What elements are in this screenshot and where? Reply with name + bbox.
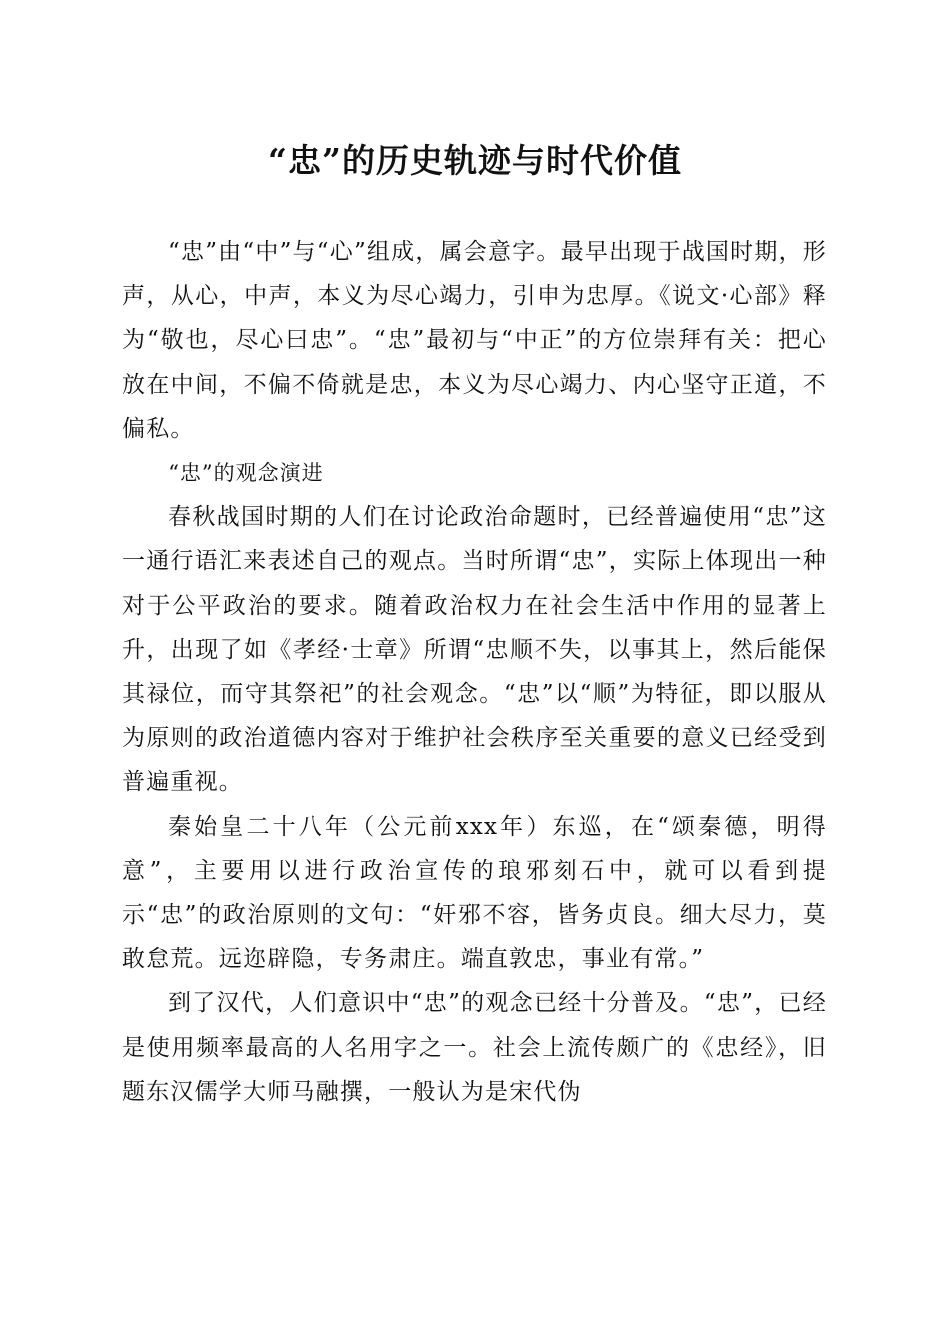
paragraph-intro: “忠”由“中”与“心”组成，属会意字。最早出现于战国时期，形声，从心，中声，本义为尽心竭力，引申为忠厚。《说文·心部》释为“敬也，尽心曰忠”。“忠”最初与“中正”的方位崇拜有关：把心放在中间，不偏不倚就是忠，本义为尽心竭力、内心坚守正道，不偏私。 <box>122 239 827 442</box>
paragraph-han: 到了汉代，人们意识中“忠”的观念已经十分普及。“忠”，已经是使用频率最高的人名用字之一。社会上流传颇广的《忠经》，旧题东汉儒学大师马融撰，一般认为是宋代伪 <box>122 990 827 1105</box>
paragraph-qin: 秦始皇二十八年（公元前xxx年）东巡，在“颂秦德，明得意”，主要用以进行政治宣传的琅邪刻石中，就可以看到提示“忠”的政治原则的文句：“奸邪不容，皆务贞良。细大尽力，莫敢怠荒。远迩辟隐，专务肃庄。端直敦忠，事业有常。” <box>122 813 827 973</box>
section-heading: “忠”的观念演进 <box>168 461 324 486</box>
document-body <box>122 230 827 1114</box>
paragraph-spring-autumn: 春秋战国时期的人们在讨论政治命题时，已经普遍使用“忠”这一通行语汇来表述自己的观点。当时所谓“忠”，实际上体现出一种对于公平政治的要求。随着政治权力在社会生活中作用的显著上升，出现了如《孝经·士章》所谓“忠顺不失，以事其上，然后能保其禄位，而守其祭祀”的社会观念。“忠”以“顺”为特征，即以服从为原则的政治道德内容对于维护社会秩序至关重要的意义已经受到普遍重视。 <box>122 504 827 796</box>
document-title: “忠”的历史轨迹与时代价值 <box>268 141 682 180</box>
